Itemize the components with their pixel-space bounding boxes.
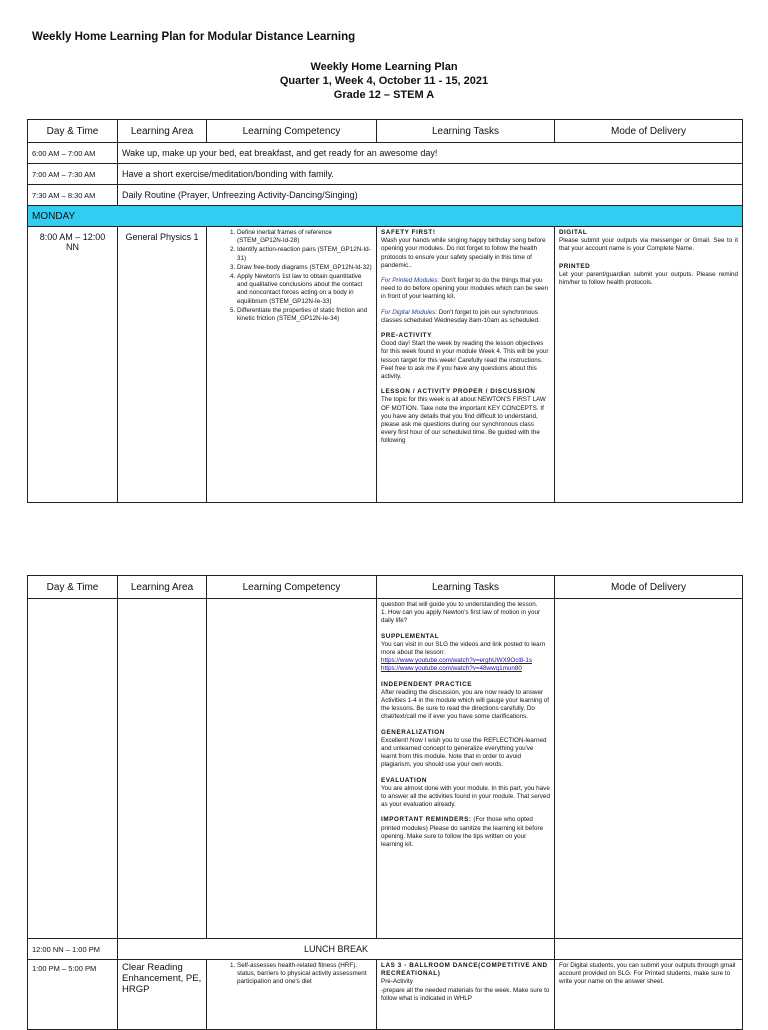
digital-delivery (559, 229, 738, 254)
physics-time: 8:00 AM – 12:00 NN (28, 227, 118, 503)
pre-activity-text: Good day! Start the week by reading the lesson objectives for this week found in your module Week 4. This will be your lesson target for this week! Carefully read the instructions. Feel free to ask me if you have any questions about this activity. (381, 340, 549, 381)
pe-competencies (207, 960, 377, 1030)
physics-learning-tasks-continued (377, 599, 555, 939)
safety-heading: SAFETY FIRST! (381, 229, 436, 236)
physics-learning-area: General Physics 1 (118, 227, 207, 503)
pre-activity-heading: PRE-ACTIVITY (381, 332, 432, 340)
empty-cell (555, 599, 743, 939)
printed-delivery (559, 263, 738, 288)
pe-task-text: -prepare all the needed materials for the week. Make sure to follow what is indicated in WHLP (381, 986, 550, 1002)
title-line-1: Weekly Home Learning Plan (310, 61, 458, 73)
physics-learning-tasks (377, 227, 555, 503)
printed-modules-label: For Printed Modules: (381, 277, 440, 285)
col-header-mode-of-delivery: Mode of Delivery (555, 576, 743, 599)
empty-cell (28, 599, 118, 939)
printed-modules-note (381, 277, 550, 302)
independent-practice-heading: INDEPENDENT PRACTICE (381, 680, 473, 688)
competency-item: 5. Differentiate the properties of static friction and kinetic friction (STEM_GP12N-Ie-34) (237, 307, 372, 323)
physics-mode-of-delivery (555, 227, 743, 503)
pe-row (28, 960, 743, 1030)
schedule-row (28, 143, 743, 164)
printed-heading: PRINTED (559, 262, 591, 270)
guide-question-section (381, 601, 550, 626)
col-header-learning-tasks: Learning Tasks (377, 120, 555, 143)
pe-learning-area: Clear Reading Enhancement, PE, HRGP (118, 960, 207, 1030)
independent-practice-section (381, 681, 550, 722)
printed-delivery-text: Let your parent/guardian submit your outputs. Please remind him/her to follow health protocols. (559, 270, 738, 287)
continued-text: question that will guide you to understanding the lesson. (381, 601, 538, 608)
physics-row (28, 227, 743, 503)
col-header-learning-area: Learning Area (118, 120, 207, 143)
day-row-monday (28, 206, 743, 227)
empty-cell (118, 599, 207, 939)
col-header-learning-competency: Learning Competency (207, 576, 377, 599)
title-line-3: Grade 12 – STEM A (333, 89, 435, 101)
physics-continued-row (28, 599, 743, 939)
col-header-day-time: Day & Time (28, 120, 118, 143)
pe-mode-of-delivery (555, 960, 743, 1030)
printed-modules-text: Don't forget to do the things that you need to do before opening your modules which can be seen in front of your learning kit. (381, 277, 548, 301)
pre-activity-section (381, 332, 550, 381)
table-header-row (28, 576, 743, 599)
empty-cell (207, 599, 377, 939)
schedule-row (28, 164, 743, 185)
safety-section (381, 229, 550, 270)
col-header-learning-area: Learning Area (118, 576, 207, 599)
supplemental-heading: SUPPLEMENTAL (381, 632, 440, 640)
col-header-learning-tasks: Learning Tasks (377, 576, 555, 599)
youtube-link-2[interactable]: https://www.youtube.com/watch?v=48wwq1mun80 (381, 665, 522, 673)
competency-item: 4. Apply Newton's 1st law to obtain quantitative and qualitative conclusions about the contact and noncontact forces acting on a body in equilibrium (STEM_GP12N-Ie-33) (237, 273, 372, 306)
pe-delivery-text: For Digital students, you can submit your outputs through gmail account provided on SLG. For Printed students, make sure to write your name on the answer sheet. (559, 962, 736, 986)
digital-delivery-text: Please submit your outputs via messenger or Gmail. See to it that your account name is your Complete Name. (559, 237, 738, 253)
pe-task-heading: LAS 3 - BALLROOM DANCE(COMPETITIVE AND RECREATIONAL) (381, 962, 548, 978)
competency-list (211, 962, 372, 987)
schedule-activity: Wake up, make up your bed, eat breakfast, and get ready for an awesome day! (118, 143, 743, 164)
schedule-time: 7:30 AM – 8:30 AM (28, 185, 118, 206)
schedule-time: 6:00 AM – 7:00 AM (28, 143, 118, 164)
title-line-2: Quarter 1, Week 4, October 11 - 15, 2021 (279, 75, 489, 87)
supplemental-section (381, 633, 550, 674)
evaluation-heading: EVALUATION (381, 776, 427, 784)
reminders-section (381, 816, 550, 849)
lesson-heading: LESSON / ACTIVITY PROPER / DISCUSSION (381, 388, 536, 396)
empty-cell (555, 939, 743, 960)
pe-learning-tasks (377, 960, 555, 1030)
generalization-text: Excellent! Now I wish you to use the REFLECTION-learned and unlearned concept to generalize everything you've learnt from this module. Note that in order to avoid plagiarism, you should use your own words. (381, 736, 547, 769)
digital-heading: DIGITAL (559, 229, 588, 236)
col-header-learning-competency: Learning Competency (207, 120, 377, 143)
lunch-label: LUNCH BREAK (118, 939, 555, 960)
competency-item: 1. Self-assesses health-related fitness (HRF). status, barriers to physical activity assessment participation and one's diet (237, 962, 372, 987)
generalization-section (381, 729, 550, 770)
lunch-row (28, 939, 743, 960)
digital-modules-label: For Digital Modules: (381, 308, 437, 316)
evaluation-text: You are almost done with your module. In this part, you have to answer all the activities found in your module. That served as your evaluation already. (381, 784, 550, 809)
independent-practice-text: After reading the discussion, you are now ready to answer Activities 1-4 in the module which will gauge your learning of the lessons. Be sure to read the directions carefully. Do chat/text/call me if ever you have some clarifications. (381, 688, 550, 721)
day-label: MONDAY (28, 206, 743, 227)
learning-plan-table-page-2 (27, 575, 743, 1030)
generalization-heading: GENERALIZATION (381, 728, 445, 736)
schedule-time: 7:00 AM – 7:30 AM (28, 164, 118, 185)
safety-text: Wash your hands while singing happy birthday song before opening your modules. Do not forget to follow the health protocols to ensure your safety specially in this time of pandemic.. (381, 237, 546, 269)
col-header-day-time: Day & Time (28, 576, 118, 599)
evaluation-section (381, 777, 550, 810)
digital-modules-note (381, 309, 550, 325)
competency-item: 2. Identify action-reaction pairs (STEM_GP12N-Id-31) (237, 246, 372, 262)
reminders-heading: IMPORTANT REMINDERS: (381, 816, 472, 824)
col-header-mode-of-delivery: Mode of Delivery (555, 120, 743, 143)
learning-plan-table-page-1 (27, 119, 743, 503)
lesson-section (381, 388, 550, 445)
lunch-time: 12:00 NN – 1:00 PM (28, 939, 118, 960)
document-header: Weekly Home Learning Plan for Modular Distance Learning (32, 31, 356, 43)
youtube-link-1[interactable]: https://www.youtube.com/watch?v=erghUWX9Ocl8-1s (381, 657, 533, 665)
physics-competencies (207, 227, 377, 503)
table-header-row (28, 120, 743, 143)
plan-title (0, 60, 768, 102)
lesson-text: The topic for this week is all about NEWTON'S FIRST LAW OF MOTION. Take note the important KEY CONCEPTS. If you have any details that you find difficult to understand, please ask me questions during our synchronous class every first hour of our scheduled time. Be guided with the following (381, 396, 546, 445)
competency-item: 3. Draw free-body diagrams (STEM_GP12N-Id-32) (237, 264, 372, 272)
competency-item: 1. Define inertial frames of reference (STEM_GP12N-Id-28) (237, 229, 372, 245)
pe-time: 1:00 PM – 5:00 PM (28, 960, 118, 1030)
pe-task-pre: Pre-Activity (381, 978, 413, 986)
guide-question: 1. How can you apply Newton's first law of motion in your daily life? (381, 609, 541, 625)
digital-modules-text: Don't forget to join our synchronous classes scheduled Wednesday 8am-10am as scheduled. (381, 308, 540, 324)
reminders-text: (For those who opted printed modules) Please do sanitize the learning kit before opening. Make sure to follow the tips written on your learning kit. (381, 816, 544, 849)
schedule-activity: Have a short exercise/meditation/bonding with family. (118, 164, 743, 185)
schedule-row (28, 185, 743, 206)
schedule-activity: Daily Routine (Prayer, Unfreezing Activity-Dancing/Singing) (118, 185, 743, 206)
supplemental-text: You can visit in our SLG the videos and link posted to learn more about the lesson: (381, 640, 546, 657)
competency-list (211, 229, 372, 323)
